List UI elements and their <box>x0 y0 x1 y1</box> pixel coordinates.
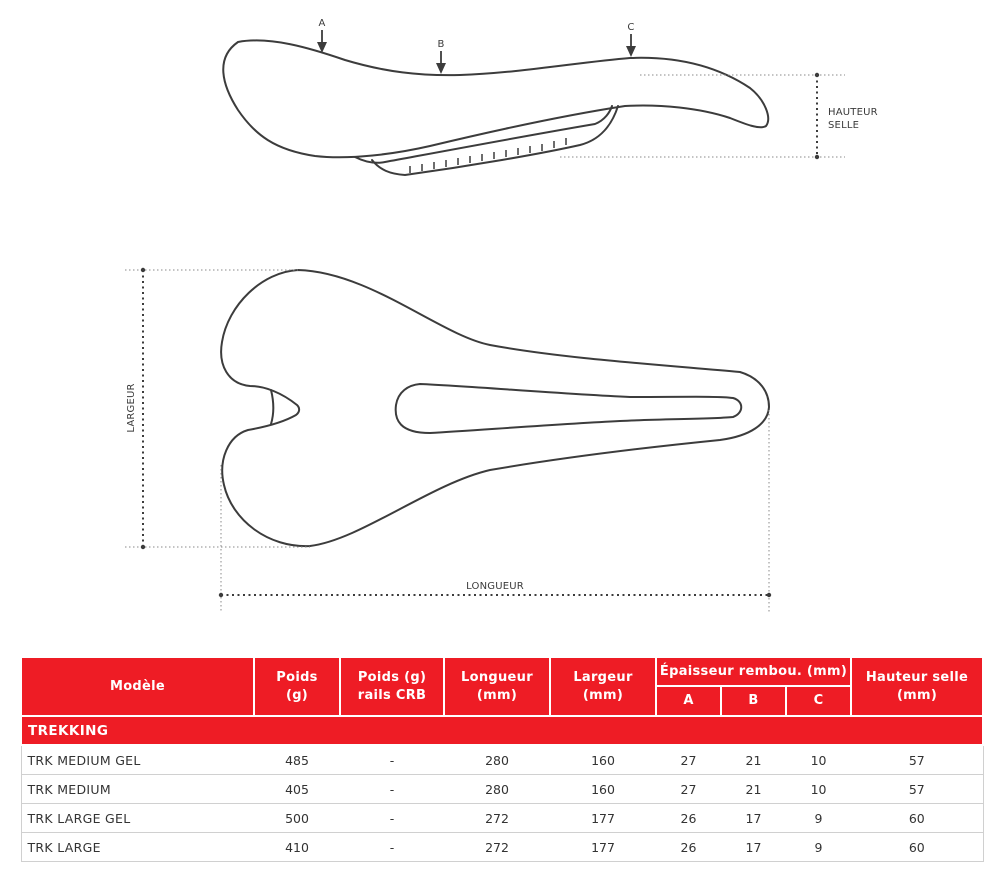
top-view-shell-outline <box>221 270 769 546</box>
marker-a <box>317 18 327 53</box>
saddle-side-view <box>223 18 878 175</box>
header-height: Hauteur selle (mm) <box>851 657 983 716</box>
marker-a-label: A <box>318 18 326 29</box>
saddle-spec-table <box>20 656 984 862</box>
header-model: Modèle <box>21 657 254 716</box>
cell-padding-a: 26 <box>656 804 721 833</box>
table-row <box>21 745 983 775</box>
cell-model: TRK MEDIUM GEL <box>21 745 254 775</box>
cell-height: 60 <box>851 804 983 833</box>
marker-c <box>626 22 636 57</box>
marker-c-label: C <box>627 22 635 33</box>
cell-padding-c: 10 <box>786 775 851 804</box>
cell-weight-crb: - <box>340 833 444 862</box>
cell-padding-a: 26 <box>656 833 721 862</box>
cell-padding-b: 21 <box>721 775 786 804</box>
cell-length: 280 <box>444 745 550 775</box>
cell-model: TRK LARGE <box>21 833 254 862</box>
header-padding-a: A <box>656 686 721 716</box>
top-view-relief-channel <box>396 384 742 433</box>
cell-weight-crb: - <box>340 804 444 833</box>
cell-width: 160 <box>550 745 656 775</box>
header-width: Largeur (mm) <box>550 657 656 716</box>
length-label: LONGUEUR <box>466 581 524 592</box>
marker-b-arrow-icon <box>436 63 446 74</box>
cell-length: 272 <box>444 833 550 862</box>
cell-weight: 410 <box>254 833 340 862</box>
cell-width: 177 <box>550 804 656 833</box>
cell-padding-c: 9 <box>786 804 851 833</box>
section-row-trekking <box>21 716 983 745</box>
width-label: LARGEUR <box>126 383 137 433</box>
cell-height: 57 <box>851 775 983 804</box>
header-length: Longueur (mm) <box>444 657 550 716</box>
table-row <box>21 833 983 862</box>
table-row <box>21 804 983 833</box>
side-view-rail-outline <box>372 106 618 175</box>
cell-weight: 500 <box>254 804 340 833</box>
cell-length: 272 <box>444 804 550 833</box>
marker-c-arrow-icon <box>626 46 636 57</box>
cell-weight-crb: - <box>340 745 444 775</box>
cell-width: 160 <box>550 775 656 804</box>
cell-weight: 485 <box>254 745 340 775</box>
header-weight: Poids (g) <box>254 657 340 716</box>
cell-padding-b: 21 <box>721 745 786 775</box>
header-padding-c: C <box>786 686 851 716</box>
height-label-line1: HAUTEUR <box>828 107 878 118</box>
length-dimension <box>219 410 771 612</box>
cell-padding-c: 10 <box>786 745 851 775</box>
cell-length: 280 <box>444 775 550 804</box>
cell-weight: 405 <box>254 775 340 804</box>
cell-height: 57 <box>851 745 983 775</box>
marker-b-label: B <box>437 39 445 50</box>
width-dimension <box>125 268 310 549</box>
cell-padding-b: 17 <box>721 833 786 862</box>
top-view-rear-insert <box>271 390 273 424</box>
cell-padding-a: 27 <box>656 775 721 804</box>
cell-model: TRK LARGE GEL <box>21 804 254 833</box>
section-label: TREKKING <box>21 716 983 745</box>
cell-padding-b: 17 <box>721 804 786 833</box>
header-weight-crb: Poids (g) rails CRB <box>340 657 444 716</box>
table-row <box>21 775 983 804</box>
cell-height: 60 <box>851 833 983 862</box>
saddle-top-view <box>125 268 771 612</box>
cell-width: 177 <box>550 833 656 862</box>
header-padding-b: B <box>721 686 786 716</box>
cell-padding-c: 9 <box>786 833 851 862</box>
side-view-shell-outline <box>223 40 768 157</box>
marker-b <box>436 39 446 74</box>
cell-weight-crb: - <box>340 775 444 804</box>
header-padding-group: Épaisseur rembou. (mm) <box>656 657 851 686</box>
height-label-line2: SELLE <box>828 120 860 131</box>
cell-model: TRK MEDIUM <box>21 775 254 804</box>
cell-padding-a: 27 <box>656 745 721 775</box>
